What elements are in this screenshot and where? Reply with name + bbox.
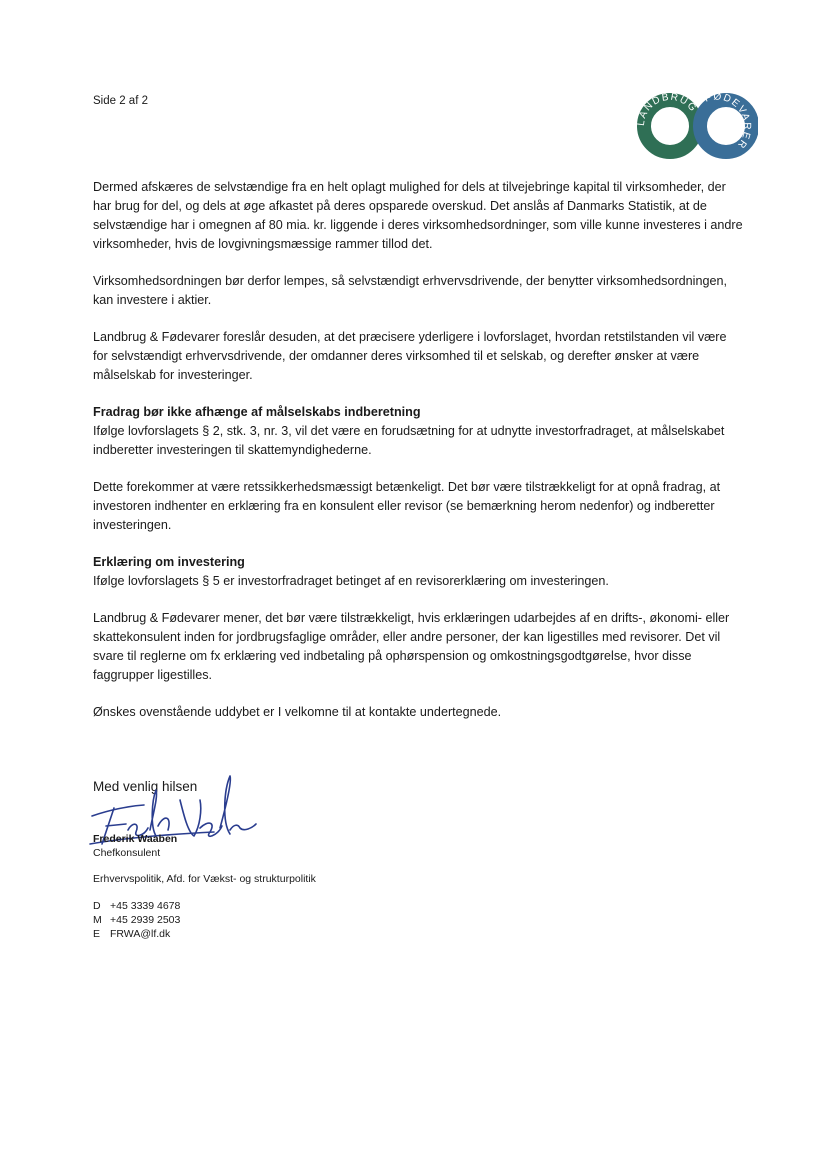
paragraph: Landbrug & Fødevarer mener, det bør være tilstrækkeligt, hvis erklæringen udarbejdes af en drifts-, økonomi- eller skattekonsulent inden for jordbrugsfaglige områder, eller andre personer, der kan ligestilles med revisorer. Det vil svare til reglerne om fx erklæring ved indbetaling på ophørspension og omkostningsgodtgørelse, hvor disse faggrupper ligestilles. bbox=[93, 611, 730, 682]
contact-key: M bbox=[93, 914, 102, 926]
paragraph: Ifølge lovforslagets § 2, stk. 3, nr. 3, vil det være en forudsætning for at udnytte investorfradraget, at målselskabet indberetter investeringen til skattemyndighederne. bbox=[93, 424, 725, 457]
contact-list bbox=[93, 899, 180, 941]
department: Erhvervspolitik, Afd. for Vækst- og strukturpolitik bbox=[93, 873, 316, 885]
closing-greeting: Med venlig hilsen bbox=[93, 779, 198, 794]
paragraph: Ønskes ovenstående uddybet er I velkomne til at kontakte undertegnede. bbox=[93, 705, 502, 719]
contact-value: +45 3339 4678 bbox=[110, 900, 181, 912]
signer-title: Chefkonsulent bbox=[93, 847, 161, 859]
contact-key: E bbox=[93, 928, 101, 940]
paragraph: Dermed afskæres de selvstændige fra en helt oplagt mulighed for dels at tilvejebringe kapital til virksomheder, der har brug for del, og dels at øge afkastet på deres opsparede overskud. Det anslås af Danmarks Statistik, at de selvstændige har i omegnen af 80 mia. kr. liggende i deres virksomhedsordninger, som ville kunne investeres i andre virksomheder, hvis de lovgivningsmæssige rammer tillod det. bbox=[93, 180, 743, 251]
contact-row bbox=[93, 913, 180, 927]
signer-name: Frederik Waaben bbox=[93, 833, 178, 845]
email-link[interactable]: FRWA@lf.dk bbox=[110, 928, 171, 940]
logo-left-text: LANDBRUG bbox=[636, 92, 699, 127]
logo-right-text: FØDEVARER bbox=[703, 92, 753, 152]
contact-key: D bbox=[93, 900, 101, 912]
contact-row bbox=[93, 927, 180, 941]
page-number: Side 2 af 2 bbox=[93, 95, 148, 107]
contact-row bbox=[93, 899, 180, 913]
landbrug-foedevarer-logo bbox=[636, 92, 758, 160]
section-heading: Fradrag bør ikke afhænge af målselskabs indberetning bbox=[93, 405, 421, 419]
paragraph: Landbrug & Fødevarer foreslår desuden, at det præcisere yderligere i lovforslaget, hvordan retstilstanden vil være for selvstændigt erhvervsdrivende, der omdanner deres virksomhed til et selskab, og derefter ønsker at være målselskab for investeringer. bbox=[93, 330, 727, 382]
section-heading: Erklæring om investering bbox=[93, 555, 245, 569]
letter-body bbox=[93, 178, 743, 740]
contact-value: +45 2939 2503 bbox=[110, 914, 181, 926]
paragraph: Virksomhedsordningen bør derfor lempes, så selvstændigt erhvervsdrivende, der benytter virksomhedsordningen, kan investere i aktier. bbox=[93, 274, 727, 307]
paragraph: Ifølge lovforslagets § 5 er investorfradraget betinget af en revisorerklæring om investeringen. bbox=[93, 574, 609, 588]
paragraph: Dette forekommer at være retssikkerhedsmæssigt betænkeligt. Det bør være tilstrækkeligt for at opnå fradrag, at investoren indhenter en erklæring fra en konsulent eller revisor (se bemærkning herom nedenfor) og indberetter investeringen. bbox=[93, 480, 721, 532]
